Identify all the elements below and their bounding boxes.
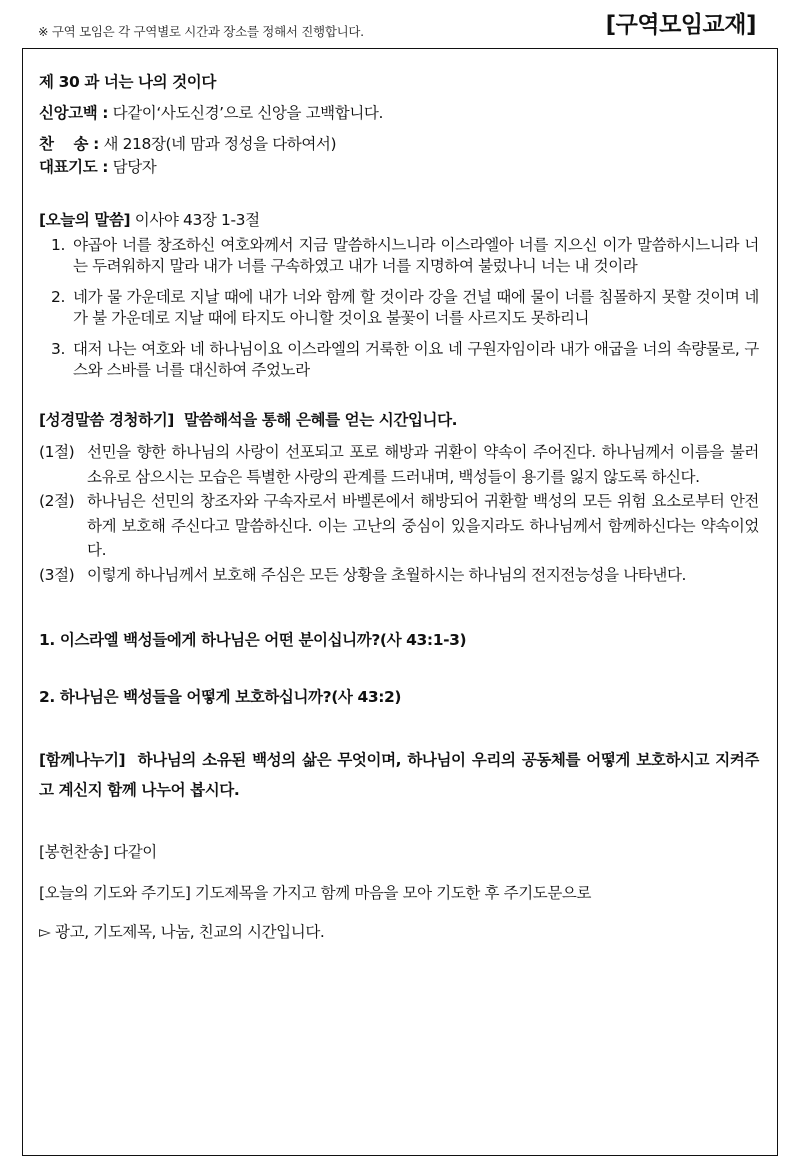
interpretation-verse: (2절) (39, 492, 75, 510)
prayer-text: 기도제목을 가지고 함께 마음을 모아 기도한 후 주기도문으로 (190, 884, 592, 902)
prayer-row (39, 882, 759, 905)
sharing-label: [함께나누기] (39, 751, 126, 769)
listen-label: [성경말씀 경청하기] (39, 411, 174, 429)
hymn-label: 찬 송 : (39, 135, 99, 153)
interpretation-text: 선민을 향한 하나님의 사랑이 선포되고 포로 해방과 귀환이 약속이 주어진다. 하나님께서 이름을 불러 소유로 삼으시는 모습은 특별한 사랑의 관계를 드러내며, 백성들이 용기를 잃지 않도록 하신다. (87, 443, 759, 486)
word-heading (39, 209, 759, 232)
prayer-leader-row (39, 156, 759, 179)
lesson-frame (22, 48, 778, 1156)
verse-number: 2. (51, 288, 65, 306)
verse-text: 네가 물 가운데로 지날 때에 내가 너와 함께 할 것이라 강을 건널 때에 물이 너를 침몰하지 못할 것이며 네가 불 가운데로 지날 때에 타지도 아니할 것이요 불꽃이 너를 사르지도 못하리니 (73, 288, 759, 327)
verse-list (39, 235, 759, 381)
question-1: 1. 이스라엘 백성들에게 하나님은 어떤 분이십니까?(사 43:1-3) (39, 631, 467, 649)
word-reference: 이사야 43장 1-3절 (130, 211, 260, 229)
listen-heading (39, 409, 759, 432)
offering-row (39, 841, 759, 864)
interpretation-text: 하나님은 선민의 창조자와 구속자로서 바벨론에서 해방되어 귀환할 백성의 모든 위험 요소로부터 안전하게 보호해 주신다고 말씀하신다. 이는 고난의 중심이 있을지라도 하나님께서 함께하신다는 약속이었다. (87, 492, 759, 559)
question-2: 2. 하나님은 백성들을 어떻게 보호하십니까?(사 43:2) (39, 688, 402, 706)
page-title: [구역모임교재] (605, 12, 756, 38)
interpretation-verse: (3절) (39, 565, 75, 584)
verse-item (51, 287, 759, 329)
interpretation-item (39, 563, 759, 588)
prayer-leader-label: 대표기도 : (39, 158, 109, 176)
interpretation-item (39, 440, 759, 489)
interpretation-item (39, 489, 759, 563)
hymn-row (39, 133, 759, 156)
verse-item (51, 339, 759, 381)
closing-note: ▻ 광고, 기도제목, 나눔, 친교의 시간입니다. (39, 923, 325, 941)
creed-text: 다같이‘사도신경’으로 신앙을 고백합니다. (108, 104, 383, 122)
prayer-label: [오늘의 기도와 주기도] (39, 884, 191, 902)
header-note: ※ 구역 모임은 각 구역별로 시간과 장소를 정해서 진행합니다. (38, 24, 364, 39)
verse-number: 1. (51, 236, 65, 254)
lesson-content (39, 71, 759, 944)
offering-text: 다같이 (108, 843, 157, 861)
creed-label: 신앙고백 : (39, 104, 109, 122)
interpretation-verse: (1절) (39, 443, 75, 461)
interpretation-list (39, 440, 759, 587)
creed-row (39, 102, 759, 125)
prayer-leader-text: 담당자 (108, 158, 157, 176)
verse-item (51, 235, 759, 277)
lesson-title: 제 30 과 너는 나의 것이다 (39, 73, 216, 91)
offering-label: [봉헌찬송] (39, 843, 109, 861)
verse-text: 야곱아 너를 창조하신 여호와께서 지금 말씀하시느니라 이스라엘아 너를 지으신 이가 말씀하시느니라 너는 두려워하지 말라 내가 너를 구속하였고 내가 너를 지명하여 불렀나니 너는 내 것이라 (73, 236, 759, 275)
sharing-block (39, 745, 759, 805)
hymn-text: 새 218장(네 맘과 정성을 다하여서) (98, 135, 337, 153)
word-label: [오늘의 말씀] (39, 211, 131, 229)
listen-subtitle: 말씀해석을 통해 은혜를 얻는 시간입니다. (173, 411, 458, 429)
verse-text: 대저 나는 여호와 네 하나님이요 이스라엘의 거룩한 이요 네 구원자임이라 내가 애굽을 너의 속량물로, 구스와 스바를 너를 대신하여 주었노라 (73, 340, 759, 379)
verse-number: 3. (51, 340, 65, 358)
interpretation-text: 이렇게 하나님께서 보호해 주심은 모든 상황을 초월하시는 하나님의 전지전능성을 나타낸다. (87, 565, 687, 584)
sharing-text: 하나님의 소유된 백성의 삶은 무엇이며, 하나님이 우리의 공동체를 어떻게 보호하시고 지켜주고 계신지 함께 나누어 봅시다. (39, 751, 759, 799)
